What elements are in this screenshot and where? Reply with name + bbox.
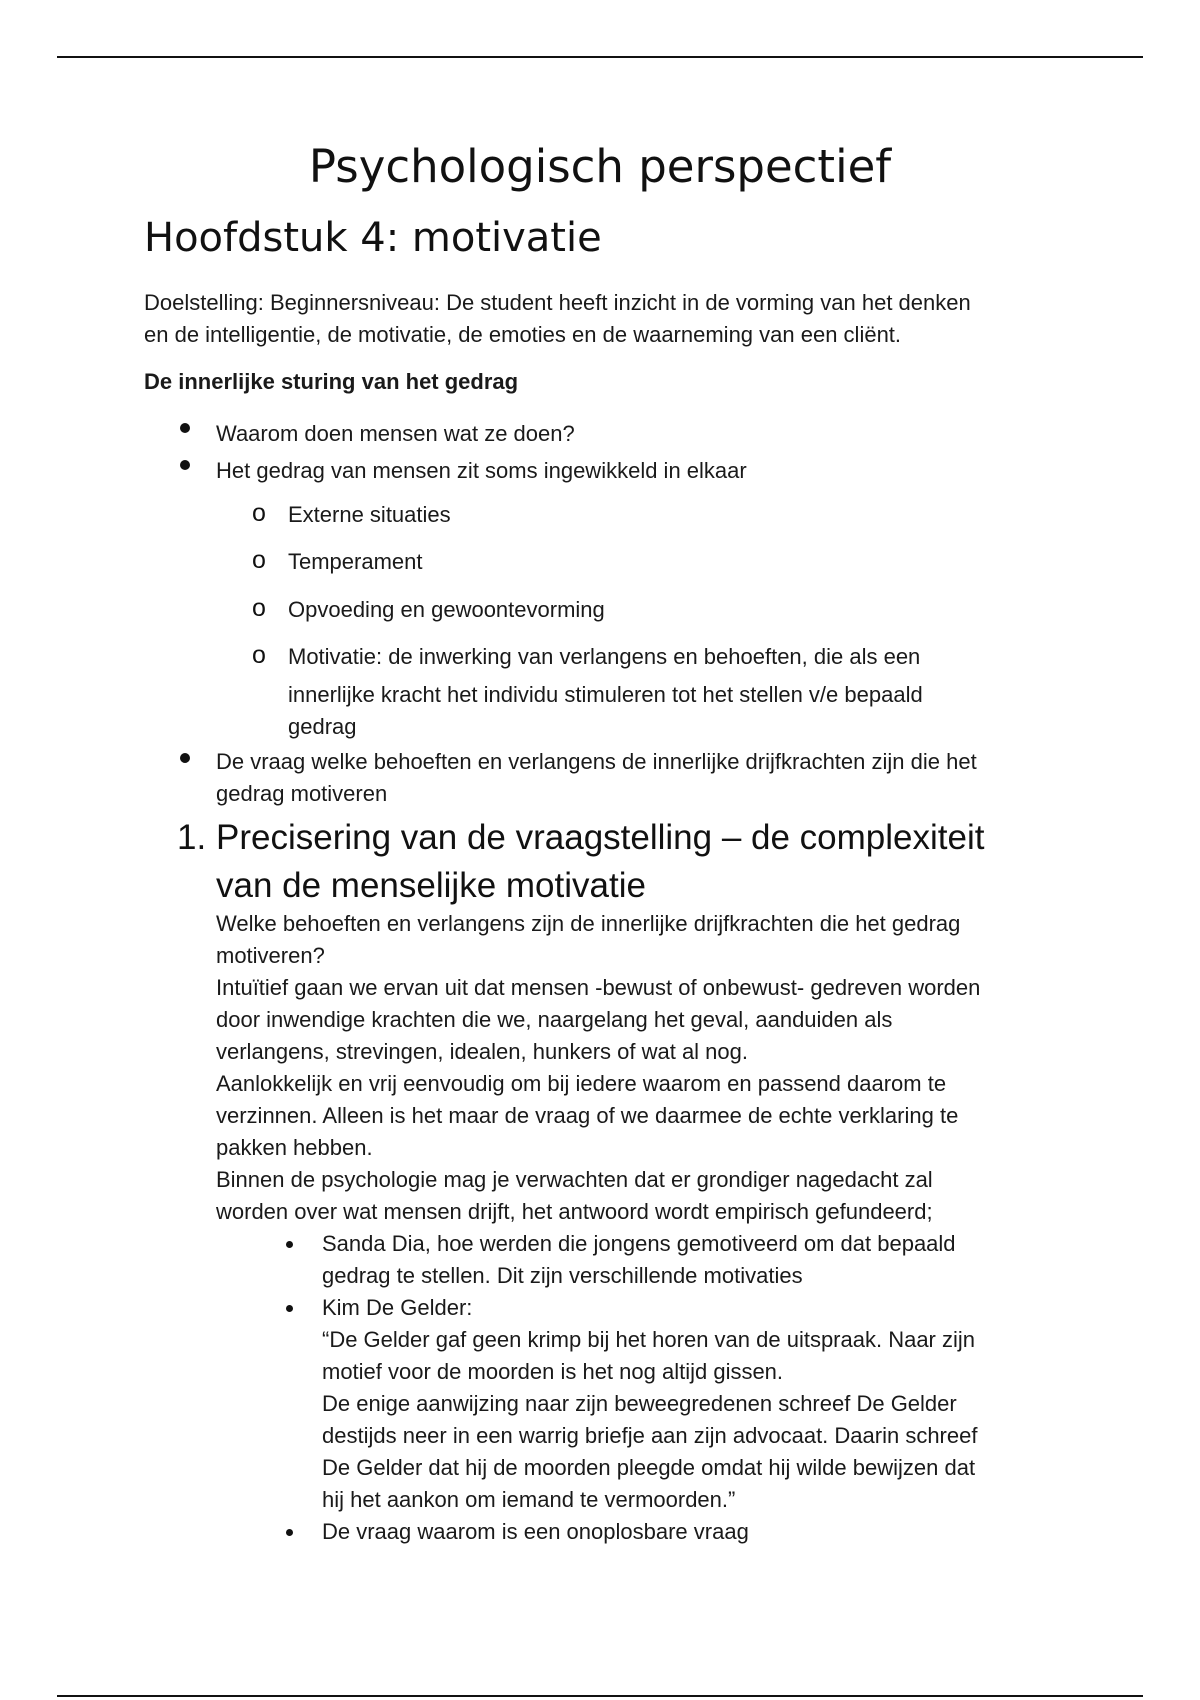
example-item-cont: “De Gelder gaf geen krimp bij het horen van de uitspraak. Naar zijn (322, 1327, 976, 1352)
example-item-cont: hij het aankon om iemand te vermoorden.” (322, 1487, 736, 1512)
body-line: Binnen de psychologie mag je verwachten dat er grondiger nagedacht zal (216, 1167, 933, 1192)
sub-list-item: Externe situaties (288, 502, 451, 527)
list-item-cont: gedrag motiveren (216, 781, 388, 806)
bullet-icon (180, 753, 190, 763)
example-item-cont: gedrag te stellen. Dit zijn verschillende motivaties (322, 1263, 803, 1288)
sub-bullet-icon: o (252, 546, 266, 574)
body-line: Welke behoeften en verlangens zijn de innerlijke drijfkrachten die het gedrag (216, 911, 961, 936)
document-title: Psychologisch perspectief (308, 140, 892, 193)
bullet-icon (286, 1241, 293, 1248)
sub-list-item: Motivatie: de inwerking van verlangens en behoeften, die als een (288, 644, 921, 669)
body-line: Intuïtief gaan we ervan uit dat mensen -bewust of onbewust- gedreven worden (216, 975, 981, 1000)
bullet-icon (286, 1529, 293, 1536)
sub-list-item-cont: gedrag (288, 714, 357, 739)
body-line: Aanlokkelijk en vrij eenvoudig om bij iedere waarom en passend daarom te (216, 1071, 947, 1096)
example-item: Kim De Gelder: (322, 1295, 473, 1320)
example-item-cont: De Gelder dat hij de moorden pleegde omdat hij wilde bewijzen dat (322, 1455, 976, 1480)
sub-bullet-icon: o (252, 641, 266, 669)
body-line: motiveren? (216, 943, 325, 968)
body-line: verzinnen. Alleen is het maar de vraag of we daarmee de echte verklaring te (216, 1103, 959, 1128)
sub-list-item: Opvoeding en gewoontevorming (288, 597, 605, 622)
bullet-icon (286, 1305, 293, 1312)
goal-paragraph (144, 287, 1074, 351)
bullet-icon (180, 460, 190, 470)
list-item: Het gedrag van mensen zit soms ingewikkeld in elkaar (216, 458, 747, 483)
header-rule (57, 56, 1143, 58)
section-heading: Precisering van de vraagstelling – de complexiteit (216, 818, 985, 857)
example-item: Sanda Dia, hoe werden die jongens gemotiveerd om dat bepaald (322, 1231, 956, 1256)
list-item: Waarom doen mensen wat ze doen? (216, 421, 575, 446)
section-heading-cont: van de menselijke motivatie (216, 866, 646, 905)
body-line: pakken hebben. (216, 1135, 373, 1160)
sub-list-item: Temperament (288, 549, 423, 574)
section-number: 1. (177, 818, 207, 857)
body-line: door inwendige krachten die we, naargelang het geval, aanduiden als (216, 1007, 893, 1032)
list-item: De vraag welke behoeften en verlangens de innerlijke drijfkrachten zijn die het (216, 749, 977, 774)
example-item-cont: De enige aanwijzing naar zijn beweegredenen schreef De Gelder (322, 1391, 957, 1416)
goal-line: en de intelligentie, de motivatie, de emoties en de waarneming van een cliënt. (144, 322, 902, 347)
subheading: De innerlijke sturing van het gedrag (144, 369, 519, 394)
example-item-cont: motief voor de moorden is het nog altijd gissen. (322, 1359, 784, 1384)
body-line: worden over wat mensen drijft, het antwoord wordt empirisch gefundeerd; (216, 1199, 933, 1224)
example-item: De vraag waarom is een onoplosbare vraag (322, 1519, 749, 1544)
goal-line: Doelstelling: Beginnersniveau: De student heeft inzicht in de vorming van het denken (144, 290, 971, 315)
body-line: verlangens, strevingen, idealen, hunkers of wat al nog. (216, 1039, 748, 1064)
example-item-cont: destijds neer in een warrig briefje aan zijn advocaat. Daarin schreef (322, 1423, 978, 1448)
sub-list-item-cont: innerlijke kracht het individu stimuleren tot het stellen v/e bepaald (288, 682, 923, 707)
sub-bullet-icon: o (252, 594, 266, 622)
footer-rule (57, 1695, 1143, 1697)
chapter-heading: Hoofdstuk 4: motivatie (144, 215, 602, 261)
bullet-icon (180, 423, 190, 433)
sub-bullet-icon: o (252, 499, 266, 527)
